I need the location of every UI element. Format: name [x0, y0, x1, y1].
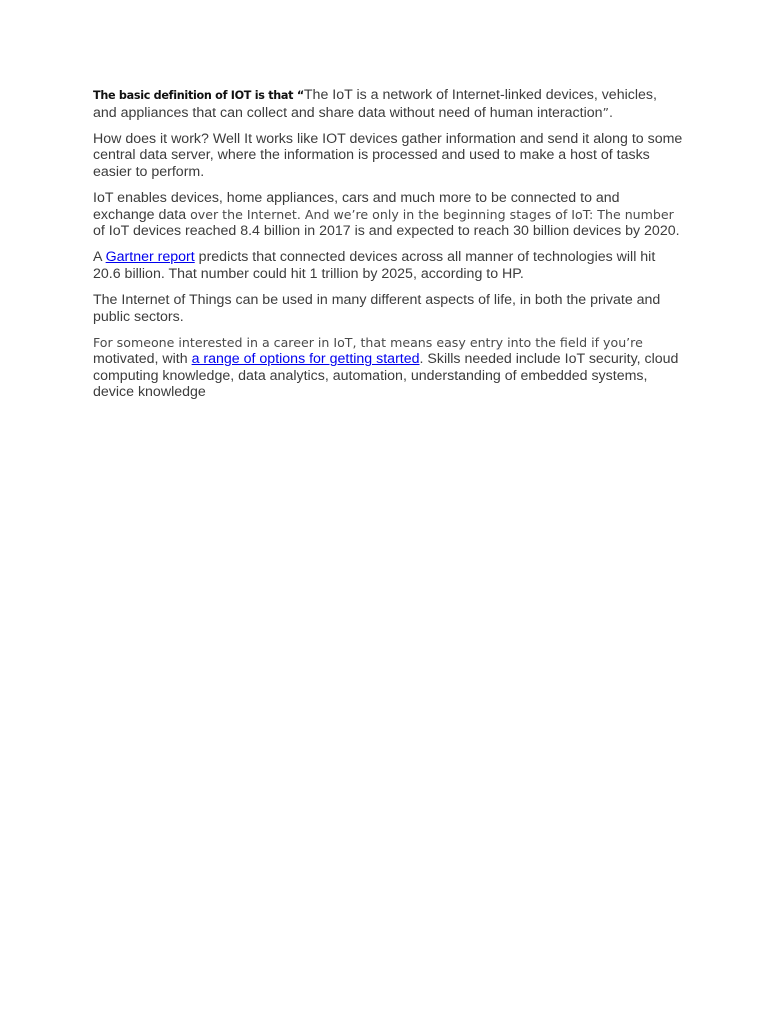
gartner-report-link[interactable]: Gartner report [105, 249, 195, 266]
iot-growth-text-c: of IoT devices reached 8.4 billion in 2017 is and expected to reach 30 billion devices by 2020. [93, 223, 680, 240]
paragraph-gartner [93, 249, 683, 282]
getting-started-link[interactable]: a range of options for getting started [191, 351, 420, 368]
paragraph-uses [93, 292, 683, 325]
career-text-c: . Skills needed include IoT security, cloud computing knowledge, data analytics, automation, understanding of embedded systems, device knowledge [93, 351, 679, 401]
paragraph-iot-growth [93, 190, 683, 240]
uses-text: The Internet of Things can be used in many different aspects of life, in both the private and public sectors. [93, 291, 661, 325]
how-it-works-text: How does it work? Well It works like IOT devices gather information and send it along to some central data server, where the information is processed and used to make a host of tasks easier to perform. [93, 130, 683, 180]
iot-growth-text-a: IoT enables devices, home appliances, cars and much more to be connected to and exchange data [93, 189, 620, 223]
document-body [93, 87, 683, 411]
paragraph-career [93, 335, 683, 401]
paragraph-how-it-works [93, 131, 683, 181]
definition-lead: The basic definition of IOT is that “ [93, 89, 304, 102]
career-text-b: motivated, with [93, 351, 192, 368]
definition-end-quote: ”. [602, 104, 614, 120]
gartner-text: predicts that connected devices across all manner of technologies will hit 20.6 billion. That number could hit 1 trillion by 2025, according to HP. [93, 249, 656, 282]
definition-text: The IoT is a network of Internet-linked devices, vehicles, and appliances that can collect and share data without need of human interaction [93, 87, 657, 121]
iot-growth-text-b: over the Internet. And we’re only in the beginning stages of IoT: The number [186, 206, 674, 222]
paragraph-definition [93, 87, 683, 121]
gartner-prefix: A [93, 249, 106, 266]
career-text-a: For someone interested in a career in IoT, that means easy entry into the field if you’re [93, 334, 643, 350]
